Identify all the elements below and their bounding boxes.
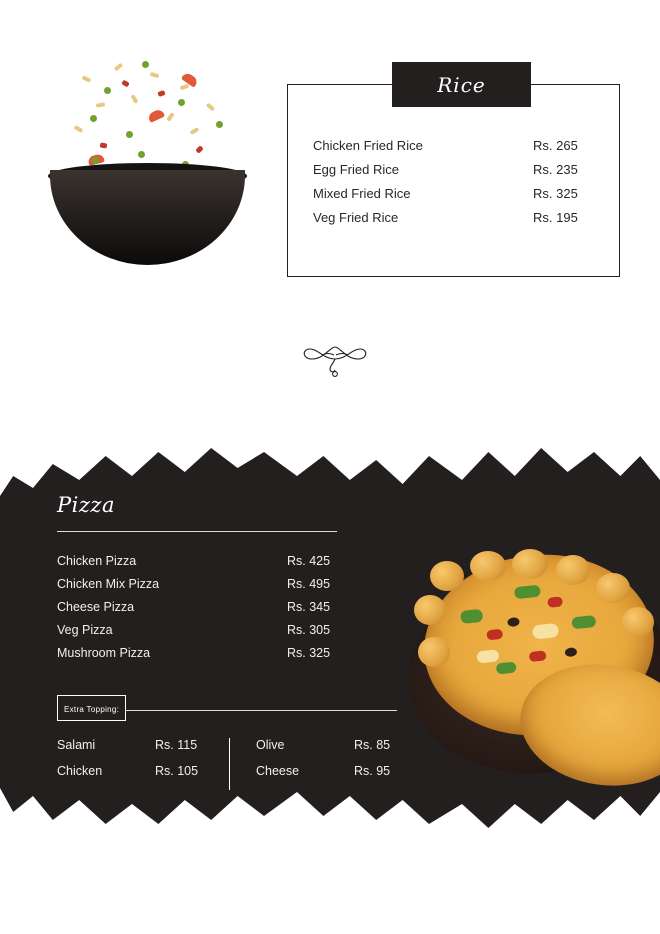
rice-item-name: Chicken Fried Rice [313, 138, 423, 153]
olive-topping [507, 617, 520, 627]
fried-rice-bowl-photo [30, 55, 260, 255]
rice-item-price: Rs. 235 [533, 162, 578, 177]
bell-pepper-topping [460, 609, 483, 624]
topping-price: Rs. 115 [155, 738, 198, 752]
bowl-base [50, 170, 245, 265]
rice-grain [150, 72, 160, 78]
pizza-item-row [57, 554, 357, 568]
rice-grain [114, 63, 123, 72]
pizza-item-row [57, 646, 357, 660]
bell-pepper-topping [514, 585, 541, 600]
crust-bubble [430, 561, 464, 591]
topping-price: Rs. 95 [354, 764, 391, 778]
rice-item-row [313, 138, 603, 153]
shrimp-piece [147, 108, 165, 123]
pizza-item-price: Rs. 495 [287, 577, 331, 591]
topping-name: Olive [256, 738, 285, 752]
extra-topping-list [57, 738, 402, 790]
carrot-bit [121, 80, 130, 88]
extra-topping-rule [125, 710, 397, 711]
rice-item-name: Veg Fried Rice [313, 210, 399, 225]
crust-bubble [418, 637, 450, 667]
rice-grain [180, 84, 190, 91]
pizza-title: Pizza [57, 493, 115, 517]
pizza-item-price: Rs. 425 [287, 554, 331, 568]
bell-pepper-topping [571, 615, 596, 629]
pizza-photo [400, 545, 660, 785]
cheese-melt [532, 623, 559, 640]
rice-title: Rice [437, 72, 486, 97]
rice-item-row [313, 186, 603, 201]
crust-bubble [470, 551, 506, 581]
pizza-item-row [57, 623, 357, 637]
olive-topping [564, 647, 577, 657]
rice-grain [190, 127, 200, 135]
carrot-bit [157, 90, 165, 97]
topping-column-left [57, 738, 229, 790]
pizza-title-underline [57, 531, 337, 532]
extra-topping-label-box [57, 695, 126, 721]
topping-price: Rs. 105 [155, 764, 199, 778]
pizza-item-row [57, 600, 357, 614]
rice-item-name: Mixed Fried Rice [313, 186, 411, 201]
topping-price: Rs. 85 [354, 738, 391, 752]
cheese-melt [476, 649, 499, 663]
green-pea [138, 151, 145, 158]
crust-bubble [622, 607, 654, 637]
crust-bubble [596, 573, 630, 603]
bell-pepper-topping [496, 662, 517, 675]
extra-topping-label: Extra Topping: [64, 705, 120, 714]
pizza-item-name: Mushroom Pizza [57, 646, 151, 660]
topping-name: Cheese [256, 764, 300, 778]
topping-row [256, 738, 401, 752]
topping-row [57, 764, 229, 778]
green-pea [92, 157, 99, 164]
topping-row [256, 764, 401, 778]
crust-bubble [556, 555, 590, 585]
pizza-item-list [57, 554, 357, 669]
rice-grain [74, 125, 84, 133]
rice-item-row [313, 210, 603, 225]
green-pea [90, 115, 97, 122]
rice-item-name: Egg Fried Rice [313, 162, 399, 177]
pizza-item-row [57, 577, 357, 591]
pizza-item-price: Rs. 305 [287, 623, 331, 637]
flourish-divider-icon [300, 335, 370, 380]
tomato-topping [529, 650, 547, 662]
bowl-highlight [90, 311, 154, 350]
pizza-item-name: Cheese Pizza [57, 600, 135, 614]
topping-name: Chicken [57, 764, 103, 778]
tomato-topping [486, 629, 503, 641]
pizza-item-name: Chicken Mix Pizza [57, 577, 160, 591]
green-pea [126, 131, 133, 138]
rice-grain [206, 103, 215, 112]
rice-grain [96, 102, 106, 108]
rice-item-row [313, 162, 603, 177]
tomato-topping [547, 596, 563, 608]
rice-grain [131, 94, 139, 104]
rice-item-price: Rs. 195 [533, 210, 578, 225]
rice-item-list [313, 138, 603, 234]
pizza-item-price: Rs. 345 [287, 600, 331, 614]
topping-name: Salami [57, 738, 96, 752]
green-pea [104, 87, 111, 94]
crust-bubble [512, 549, 548, 579]
green-pea [178, 99, 185, 106]
crust-bubble [414, 595, 446, 625]
rice-item-price: Rs. 325 [533, 186, 578, 201]
rice-grain [82, 75, 92, 82]
green-pea [216, 121, 223, 128]
rice-title-box [392, 62, 531, 107]
rice-grain [166, 112, 174, 122]
pizza-item-name: Chicken Pizza [57, 554, 137, 568]
topping-row [57, 738, 229, 752]
topping-column-right [229, 738, 401, 790]
pizza-item-name: Veg Pizza [57, 623, 113, 637]
rice-item-price: Rs. 265 [533, 138, 578, 153]
pizza-item-price: Rs. 325 [287, 646, 331, 660]
green-pea [142, 61, 149, 68]
